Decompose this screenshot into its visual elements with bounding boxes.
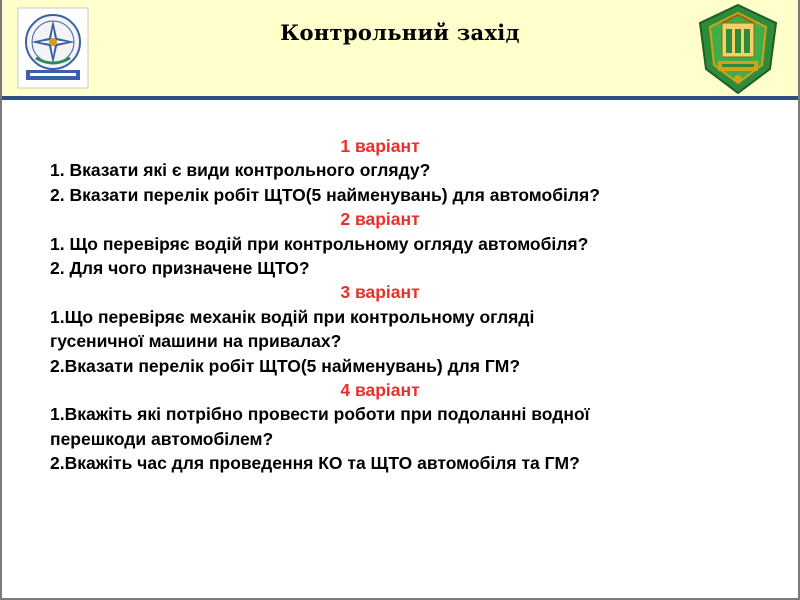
question-line: гусеничної машини на привалах? <box>50 331 342 352</box>
question-line: 1.Вкажіть які потрібно провести роботи при подоланні водної <box>50 404 590 425</box>
question-line: 1.Що перевіряє механік водій при контрольному огляді <box>50 306 535 327</box>
question-line: 2. Для чого призначене ЩТО? <box>50 258 310 279</box>
page-title: Контрольний захід <box>280 20 520 45</box>
question-line: 1. Що перевіряє водій при контрольному огляду автомобіля? <box>50 233 589 254</box>
military-academy-emblem-icon <box>16 6 90 90</box>
variant-heading: 4 варіант <box>340 380 420 401</box>
variant-heading: 2 варіант <box>340 209 420 230</box>
question-line: перешкоди автомобілем? <box>50 428 274 449</box>
assignment-content <box>50 134 770 476</box>
technical-college-coat-of-arms-icon <box>696 3 780 95</box>
question-line: 1. Вказати які є види контрольного огляду? <box>50 160 431 181</box>
variant-heading: 1 варіант <box>340 136 420 156</box>
question-line: 2. Вказати перелік робіт ЩТО(5 найменувань) для автомобіля? <box>50 184 600 205</box>
question-line: 2.Вкажіть час для проведення КО та ЩТО автомобіля та ГМ? <box>50 453 580 474</box>
variant-heading: 3 варіант <box>340 282 420 303</box>
slide-header <box>2 0 798 100</box>
question-line: 2.Вказати перелік робіт ЩТО(5 найменувань) для ГМ? <box>50 355 521 376</box>
